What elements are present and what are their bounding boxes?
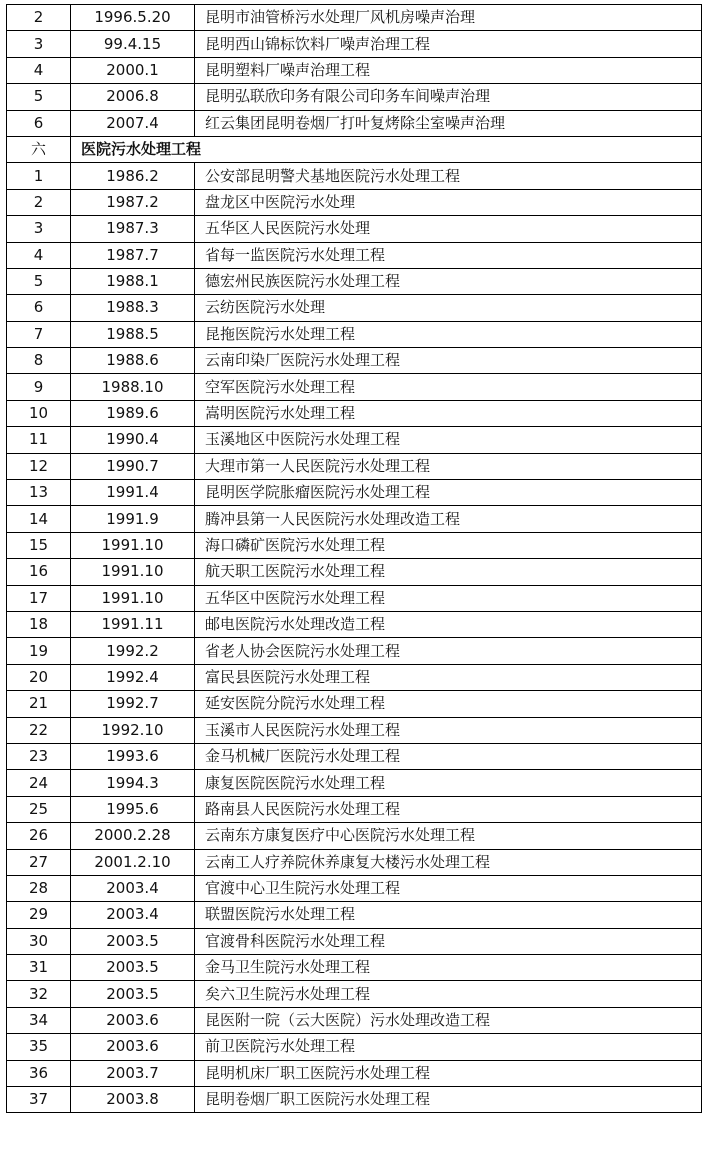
row-number: 37	[7, 1087, 71, 1113]
row-date: 1992.7	[71, 691, 195, 717]
row-project-name: 省老人协会医院污水处理工程	[195, 638, 702, 664]
row-project-name: 昆明西山锦标饮料厂噪声治理工程	[195, 31, 702, 57]
row-date: 1995.6	[71, 796, 195, 822]
table-body-hospital-wastewater	[7, 163, 702, 1113]
row-number: 34	[7, 1007, 71, 1033]
row-date: 1990.4	[71, 427, 195, 453]
table-row	[7, 31, 702, 57]
row-number: 12	[7, 453, 71, 479]
row-date: 2003.5	[71, 928, 195, 954]
table-row	[7, 823, 702, 849]
row-project-name: 云南东方康复医疗中心医院污水处理工程	[195, 823, 702, 849]
row-project-name: 航天职工医院污水处理工程	[195, 559, 702, 585]
row-number: 10	[7, 400, 71, 426]
row-number: 4	[7, 242, 71, 268]
row-number: 19	[7, 638, 71, 664]
table-row	[7, 400, 702, 426]
table-row	[7, 216, 702, 242]
row-project-name: 云南工人疗养院休养康复大楼污水处理工程	[195, 849, 702, 875]
row-number: 31	[7, 955, 71, 981]
row-number: 5	[7, 84, 71, 110]
row-project-name: 官渡骨科医院污水处理工程	[195, 928, 702, 954]
row-project-name: 路南县人民医院污水处理工程	[195, 796, 702, 822]
row-date: 1991.10	[71, 559, 195, 585]
row-number: 32	[7, 981, 71, 1007]
row-date: 2001.2.10	[71, 849, 195, 875]
row-number: 15	[7, 532, 71, 558]
row-project-name: 昆明机床厂职工医院污水处理工程	[195, 1060, 702, 1086]
row-project-name: 玉溪市人民医院污水处理工程	[195, 717, 702, 743]
table-row	[7, 664, 702, 690]
row-date: 2003.6	[71, 1034, 195, 1060]
table-row	[7, 163, 702, 189]
row-number: 36	[7, 1060, 71, 1086]
table-row	[7, 770, 702, 796]
row-date: 1994.3	[71, 770, 195, 796]
row-number: 21	[7, 691, 71, 717]
row-project-name: 金马机械厂医院污水处理工程	[195, 743, 702, 769]
row-date: 2003.5	[71, 955, 195, 981]
row-date: 1987.2	[71, 189, 195, 215]
row-project-name: 公安部昆明警犬基地医院污水处理工程	[195, 163, 702, 189]
row-number: 14	[7, 506, 71, 532]
row-date: 1988.10	[71, 374, 195, 400]
row-project-name: 官渡中心卫生院污水处理工程	[195, 875, 702, 901]
table-row	[7, 1034, 702, 1060]
row-number: 7	[7, 321, 71, 347]
row-date: 2000.1	[71, 57, 195, 83]
table-row	[7, 348, 702, 374]
table-row	[7, 717, 702, 743]
row-date: 99.4.15	[71, 31, 195, 57]
table-row	[7, 1087, 702, 1113]
row-number: 18	[7, 611, 71, 637]
row-number: 8	[7, 348, 71, 374]
row-number: 16	[7, 559, 71, 585]
row-number: 28	[7, 875, 71, 901]
row-date: 1991.4	[71, 480, 195, 506]
row-date: 2006.8	[71, 84, 195, 110]
row-date: 1992.10	[71, 717, 195, 743]
row-number: 26	[7, 823, 71, 849]
row-number: 25	[7, 796, 71, 822]
row-date: 1991.11	[71, 611, 195, 637]
table-row	[7, 268, 702, 294]
row-number: 24	[7, 770, 71, 796]
row-project-name: 腾冲县第一人民医院污水处理改造工程	[195, 506, 702, 532]
row-number: 30	[7, 928, 71, 954]
row-number: 3	[7, 31, 71, 57]
row-date: 2003.8	[71, 1087, 195, 1113]
table-row	[7, 110, 702, 136]
row-number: 4	[7, 57, 71, 83]
row-project-name: 五华区中医院污水处理工程	[195, 585, 702, 611]
row-date: 2003.4	[71, 875, 195, 901]
table-row	[7, 453, 702, 479]
table-body-section-header	[7, 136, 702, 162]
row-number: 23	[7, 743, 71, 769]
table-row	[7, 955, 702, 981]
table-row	[7, 585, 702, 611]
row-number: 3	[7, 216, 71, 242]
table-row	[7, 374, 702, 400]
row-date: 2003.7	[71, 1060, 195, 1086]
table-row	[7, 532, 702, 558]
row-date: 2003.4	[71, 902, 195, 928]
table-row	[7, 875, 702, 901]
table-row	[7, 981, 702, 1007]
row-project-name: 德宏州民族医院污水处理工程	[195, 268, 702, 294]
row-date: 1990.7	[71, 453, 195, 479]
row-number: 9	[7, 374, 71, 400]
row-number: 17	[7, 585, 71, 611]
row-date: 1987.3	[71, 216, 195, 242]
row-project-name: 海口磷矿医院污水处理工程	[195, 532, 702, 558]
row-project-name: 昆拖医院污水处理工程	[195, 321, 702, 347]
row-date: 2000.2.28	[71, 823, 195, 849]
row-number: 6	[7, 110, 71, 136]
row-project-name: 前卫医院污水处理工程	[195, 1034, 702, 1060]
table-row	[7, 849, 702, 875]
row-number: 11	[7, 427, 71, 453]
row-date: 2007.4	[71, 110, 195, 136]
row-date: 1988.5	[71, 321, 195, 347]
table-row	[7, 611, 702, 637]
table-row	[7, 427, 702, 453]
table-row	[7, 638, 702, 664]
row-project-name: 云南印染厂医院污水处理工程	[195, 348, 702, 374]
row-number: 5	[7, 268, 71, 294]
row-project-name: 大理市第一人民医院污水处理工程	[195, 453, 702, 479]
row-project-name: 昆明塑料厂噪声治理工程	[195, 57, 702, 83]
row-project-name: 昆明医学院胀瘤医院污水处理工程	[195, 480, 702, 506]
table-row	[7, 796, 702, 822]
row-number: 6	[7, 295, 71, 321]
row-project-name: 盘龙区中医院污水处理	[195, 189, 702, 215]
row-project-name: 昆明市油管桥污水处理厂风机房噪声治理	[195, 5, 702, 31]
row-date: 1992.2	[71, 638, 195, 664]
table-body-previous-section	[7, 5, 702, 137]
row-project-name: 昆明弘联欣印务有限公司印务车间噪声治理	[195, 84, 702, 110]
row-project-name: 云纺医院污水处理	[195, 295, 702, 321]
row-project-name: 红云集团昆明卷烟厂打叶复烤除尘室噪声治理	[195, 110, 702, 136]
row-date: 1987.7	[71, 242, 195, 268]
table-row	[7, 295, 702, 321]
table-row	[7, 5, 702, 31]
row-date: 1989.6	[71, 400, 195, 426]
row-project-name: 昆明卷烟厂职工医院污水处理工程	[195, 1087, 702, 1113]
row-date: 1996.5.20	[71, 5, 195, 31]
row-date: 1988.3	[71, 295, 195, 321]
row-date: 1991.10	[71, 532, 195, 558]
row-project-name: 矣六卫生院污水处理工程	[195, 981, 702, 1007]
row-project-name: 联盟医院污水处理工程	[195, 902, 702, 928]
table-row	[7, 506, 702, 532]
row-number: 27	[7, 849, 71, 875]
row-number: 2	[7, 189, 71, 215]
row-project-name: 空军医院污水处理工程	[195, 374, 702, 400]
row-date: 1986.2	[71, 163, 195, 189]
row-project-name: 康复医院医院污水处理工程	[195, 770, 702, 796]
section-title: 医院污水处理工程	[71, 136, 702, 162]
row-number: 20	[7, 664, 71, 690]
row-project-name: 邮电医院污水处理改造工程	[195, 611, 702, 637]
row-project-name: 昆医附一院（云大医院）污水处理改造工程	[195, 1007, 702, 1033]
table-row	[7, 743, 702, 769]
table-row	[7, 691, 702, 717]
row-project-name: 五华区人民医院污水处理	[195, 216, 702, 242]
row-date: 1988.1	[71, 268, 195, 294]
section-number: 六	[7, 136, 71, 162]
table-row	[7, 928, 702, 954]
table-row	[7, 559, 702, 585]
row-number: 22	[7, 717, 71, 743]
row-number: 13	[7, 480, 71, 506]
row-project-name: 玉溪地区中医院污水处理工程	[195, 427, 702, 453]
table-row	[7, 902, 702, 928]
table-row	[7, 1060, 702, 1086]
table-row	[7, 189, 702, 215]
row-project-name: 富民县医院污水处理工程	[195, 664, 702, 690]
row-project-name: 省每一监医院污水处理工程	[195, 242, 702, 268]
row-number: 35	[7, 1034, 71, 1060]
row-date: 1993.6	[71, 743, 195, 769]
row-project-name: 延安医院分院污水处理工程	[195, 691, 702, 717]
row-date: 1988.6	[71, 348, 195, 374]
table-row	[7, 84, 702, 110]
project-table	[6, 4, 702, 1113]
row-date: 2003.6	[71, 1007, 195, 1033]
row-date: 1991.10	[71, 585, 195, 611]
table-row	[7, 480, 702, 506]
table-row	[7, 1007, 702, 1033]
table-row	[7, 242, 702, 268]
table-row	[7, 321, 702, 347]
row-date: 2003.5	[71, 981, 195, 1007]
table-row	[7, 57, 702, 83]
row-project-name: 嵩明医院污水处理工程	[195, 400, 702, 426]
row-number: 2	[7, 5, 71, 31]
row-date: 1991.9	[71, 506, 195, 532]
row-number: 29	[7, 902, 71, 928]
row-date: 1992.4	[71, 664, 195, 690]
row-number: 1	[7, 163, 71, 189]
row-project-name: 金马卫生院污水处理工程	[195, 955, 702, 981]
section-header-row	[7, 136, 702, 162]
